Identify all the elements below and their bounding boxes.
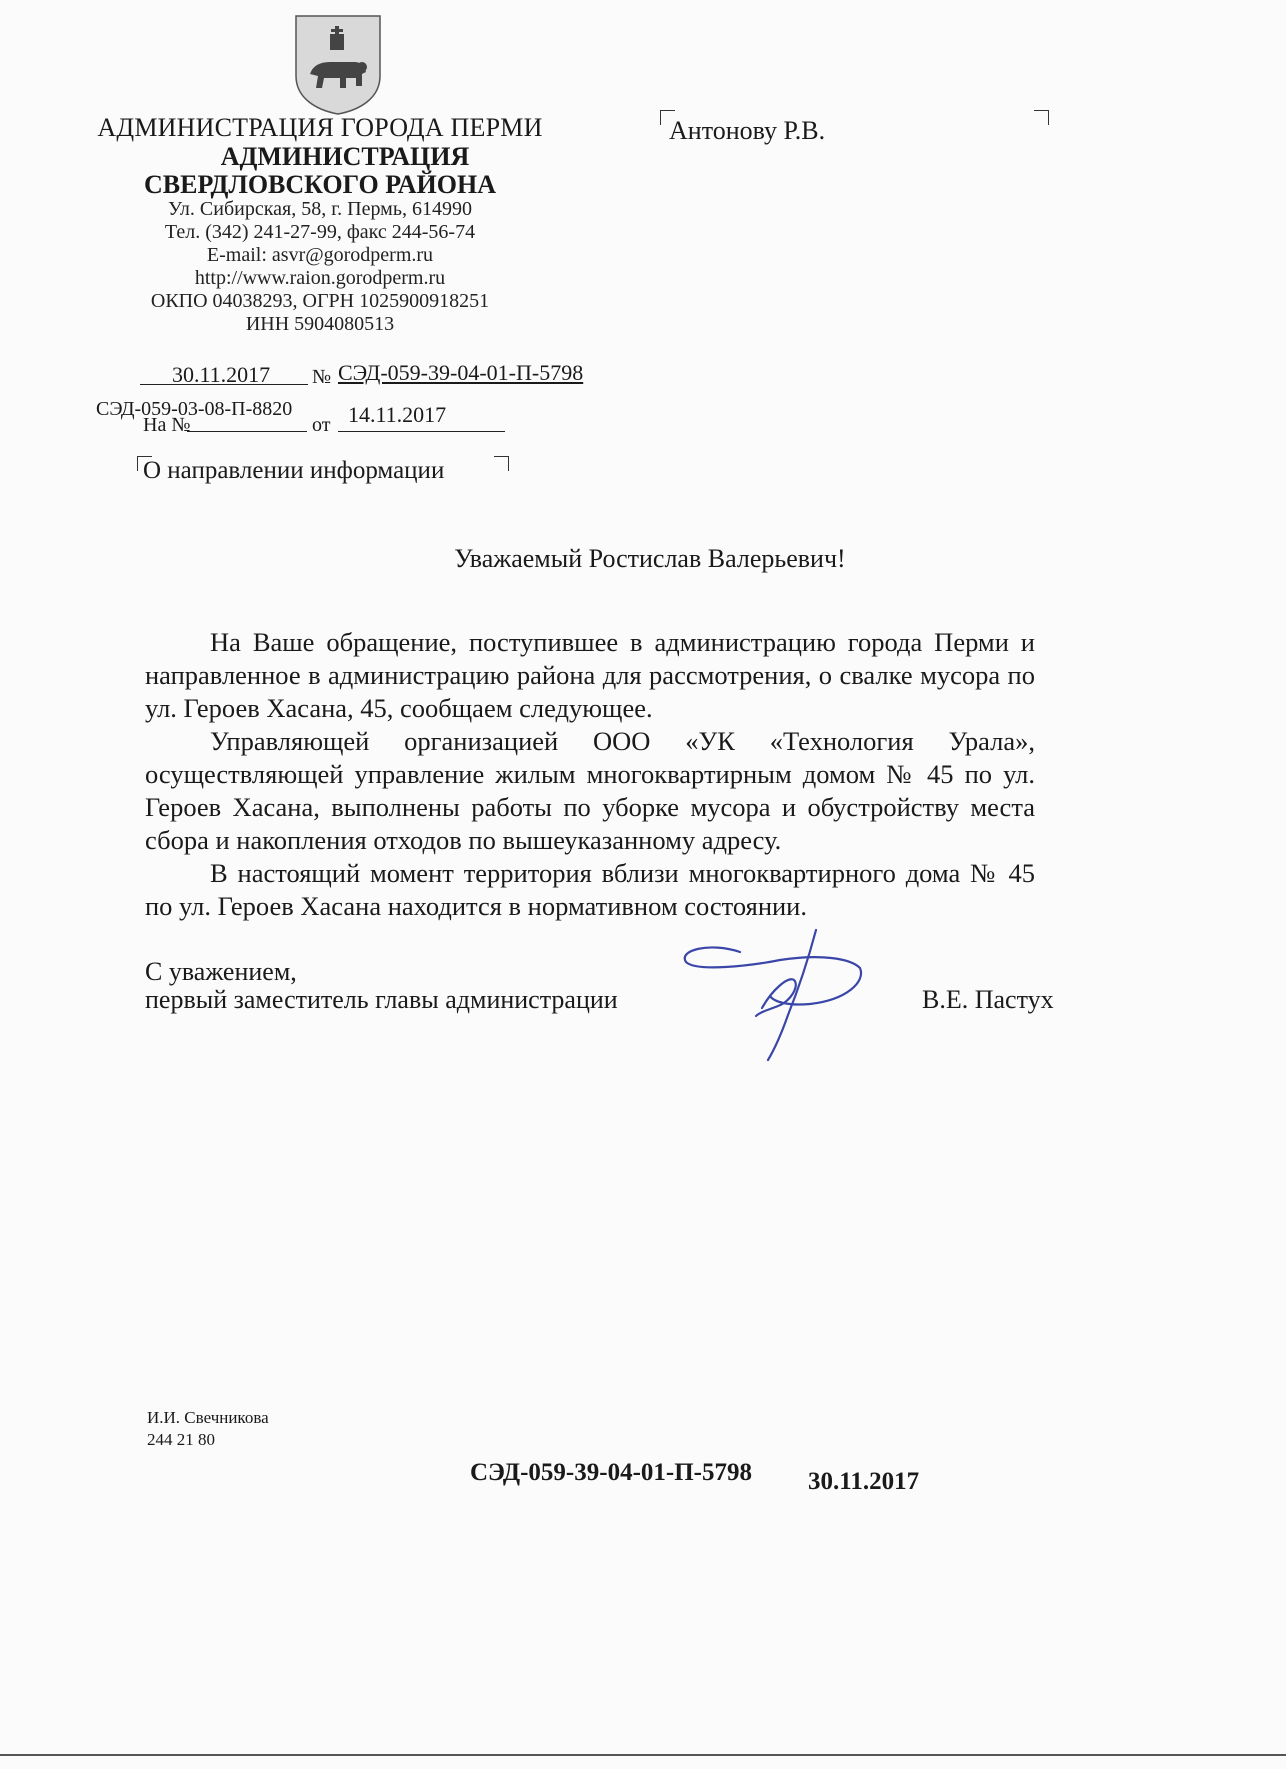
closing-signer: В.Е. Пастух bbox=[922, 985, 1054, 1014]
org-email: E-mail: asvr@gorodperm.ru bbox=[206, 244, 434, 266]
executor-phone: 244 21 80 bbox=[147, 1430, 215, 1449]
reg-number-label: № bbox=[312, 366, 332, 388]
org-okpo-ogrn: ОКПО 04038293, ОГРН 1025900918251 bbox=[150, 290, 490, 312]
recipient-bracket-right bbox=[1034, 110, 1049, 125]
body-paragraph-3: В настоящий момент территория вблизи многоквартирного дома № 45 по ул. Героев Хасана находится в нормативном состоянии. bbox=[145, 858, 1035, 921]
reg-date: 30.11.2017 bbox=[172, 362, 271, 387]
body-paragraph-1: На Ваше обращение, поступившее в администрацию города Перми и направленное в администрацию района для рассмотрения, о свалке мусора по ул. Героев Хасана, 45, сообщаем следующее. bbox=[145, 627, 1035, 723]
org-address: Ул. Сибирская, 58, г. Пермь, 614990 bbox=[168, 198, 472, 220]
ref-label: На № bbox=[143, 414, 191, 436]
org-name-city: АДМИНИСТРАЦИЯ ГОРОДА ПЕРМИ bbox=[97, 113, 543, 142]
ref-number: СЭД-059-03-08-П-8820 bbox=[96, 398, 293, 420]
scan-bottom-edge bbox=[0, 1754, 1286, 1756]
ref-date: 14.11.2017 bbox=[348, 402, 447, 427]
org-phone: Тел. (342) 241-27-99, факс 244-56-74 bbox=[164, 221, 476, 243]
footer-reg-number: СЭД-059-39-04-01-П-5798 bbox=[470, 1459, 753, 1486]
body-paragraph-2: Управляющей организацией ООО «УК «Технология Урала», осуществляющей управление жилым многоквартирным домом № 45 по ул. Героев Хасана, выполнены работы по уборке мусора и обустройству места сбора и накопления отходов по вышеуказанному адресу. bbox=[145, 726, 1035, 855]
letter-body bbox=[145, 626, 1035, 923]
signature-icon bbox=[670, 920, 870, 1070]
subject-bracket-right bbox=[494, 456, 509, 471]
ref-ot-label: от bbox=[312, 414, 331, 436]
closing-position: первый заместитель главы администрации bbox=[145, 985, 618, 1014]
org-inn: ИНН 5904080513 bbox=[245, 313, 395, 335]
perm-coat-of-arms-icon bbox=[290, 12, 386, 116]
org-website: http://www.raion.gorodperm.ru bbox=[194, 267, 446, 289]
org-name-admin: АДМИНИСТРАЦИЯ bbox=[220, 142, 470, 171]
footer-reg-date: 30.11.2017 bbox=[808, 1468, 920, 1495]
ref-number-line bbox=[187, 410, 307, 432]
closing-regards: С уважением, bbox=[145, 957, 297, 986]
recipient: Антонову Р.В. bbox=[669, 116, 826, 145]
executor-name: И.И. Свечникова bbox=[147, 1408, 269, 1427]
salutation: Уважаемый Ростислав Валерьевич! bbox=[454, 544, 846, 573]
subject: О направлении информации bbox=[143, 457, 445, 484]
org-name-district: СВЕРДЛОВСКОГО РАЙОНА bbox=[144, 170, 496, 199]
reg-number: СЭД-059-39-04-01-П-5798 bbox=[338, 360, 584, 385]
